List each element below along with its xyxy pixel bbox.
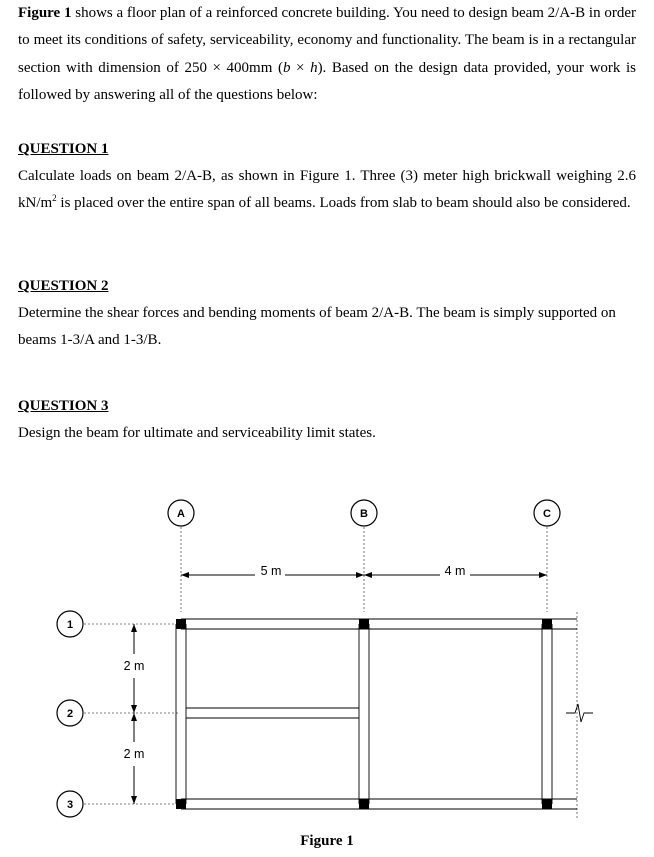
svg-text:3: 3 — [66, 799, 74, 811]
grid-bubble-c — [534, 500, 560, 526]
question-2-heading: QUESTION 2 — [18, 278, 109, 294]
grid-bubble-1 — [57, 611, 83, 637]
grid-bubble-b — [351, 500, 377, 526]
beams — [176, 619, 577, 809]
break-line-symbol — [566, 704, 593, 722]
question-1-text-part2: is placed over the entire span of all beams. Loads from slab to beam should also be considered. — [56, 195, 631, 212]
dim-label-12: 2 m — [123, 659, 145, 673]
grid-bubble-3 — [57, 791, 83, 817]
svg-text:1: 1 — [66, 619, 74, 631]
grid-bubble-a — [168, 500, 194, 526]
question-2-text: Determine the shear forces and bending moments of beam 2/A-B. The beam is simply supported on beams 1-3/A and 1-3/B. — [18, 305, 616, 349]
columns — [176, 619, 552, 809]
question-1-heading: QUESTION 1 — [18, 141, 109, 157]
superscript-2: 2 — [52, 193, 57, 204]
intro-text-2: ). Based on the design data provided, your work is followed by answering all of the questions below: — [18, 59, 636, 104]
svg-text:C: C — [543, 508, 551, 520]
times-sign: × — [290, 59, 311, 76]
figure-reference: Figure 1 — [18, 5, 72, 21]
dim-label-23: 2 m — [123, 747, 145, 761]
svg-text:B: B — [360, 508, 368, 520]
svg-text:2: 2 — [66, 708, 74, 720]
var-h: h — [310, 59, 318, 76]
question-3-text: Design the beam for ultimate and serviceability limit states. — [18, 425, 376, 441]
figure-caption: Figure 1 — [300, 833, 354, 849]
grid-lines — [84, 527, 577, 820]
question-3-heading: QUESTION 3 — [18, 398, 109, 414]
svg-text:A: A — [177, 508, 185, 520]
grid-bubble-2 — [57, 700, 83, 726]
vertical-dimension — [124, 624, 145, 804]
intro-text-1: shows a floor plan of a reinforced concrete building. You need to design beam 2/A-B in order to meet its conditions of safety, serviceability, economy and functionality. The beam is in a rectangular section with dimension of 250 × 400mm ( — [18, 5, 636, 76]
question-1-text-part1: Calculate loads on beam 2/A-B, as shown in Figure 1. Three (3) meter high brickwall weighing 2.6 kN/m — [18, 168, 636, 212]
var-b: b — [282, 59, 291, 76]
dim-label-bc: 4 m — [444, 564, 466, 578]
dim-label-ab: 5 m — [260, 564, 282, 578]
